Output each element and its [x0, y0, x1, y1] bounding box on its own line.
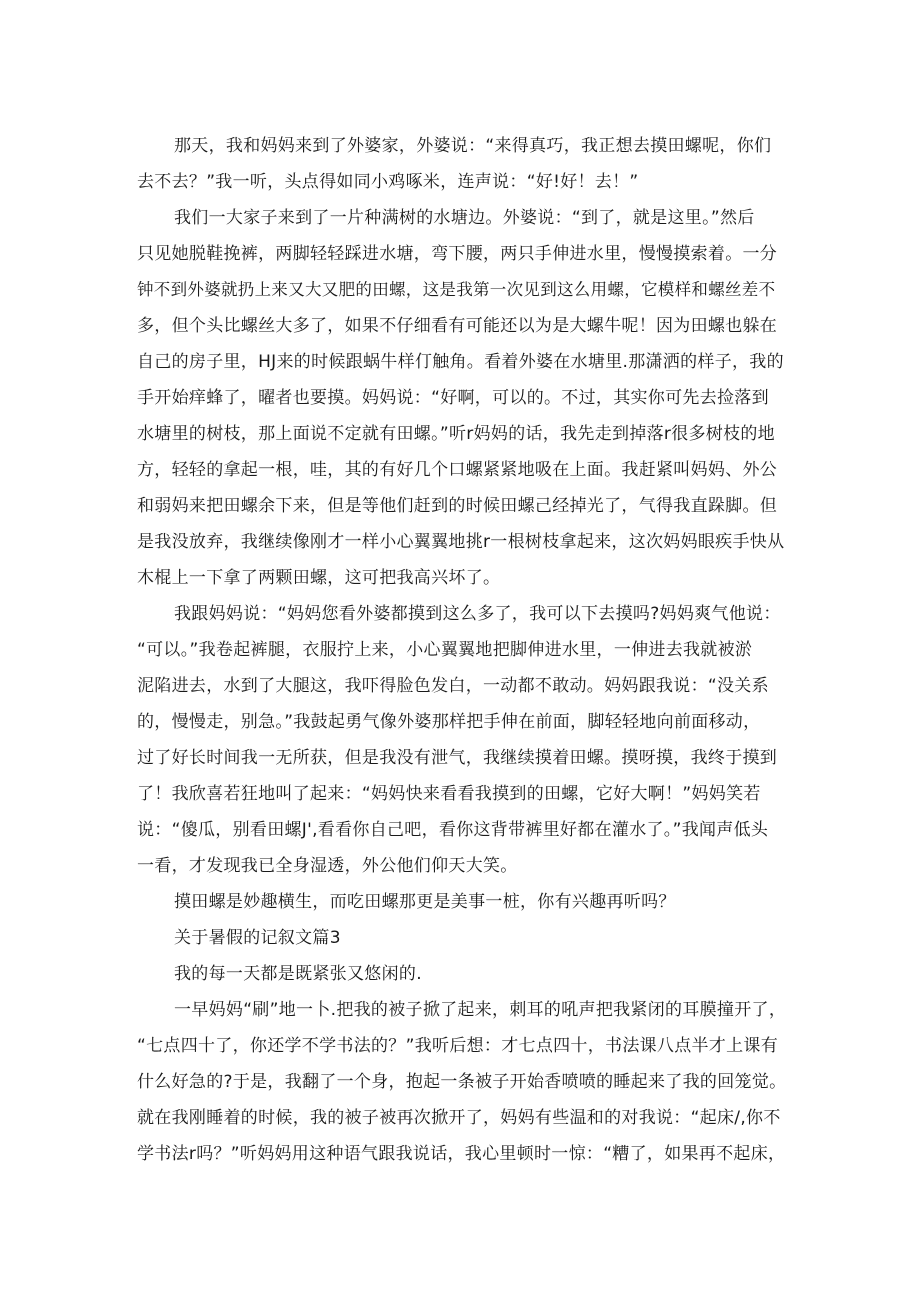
text-line: 我跟妈妈说：“妈妈您看外婆都摸到这么多了，我可以下去摸吗?妈妈爽气他说：	[174, 604, 781, 624]
text-line: “可以。”我卷起裤腿，衣服拧上来，小心翼翼地把脚伸进水里，一伸进去我就被淤	[137, 640, 753, 660]
text-line: 水塘里的树枝，那上面说不定就有田螺。”听r妈妈的话，我先走到掉落r很多树枝的地	[137, 424, 775, 444]
text-line: 和弱妈来把田螺余下来，但是等他们赶到的时候田螺己经掉光了，气得我直跺脚。但	[137, 496, 778, 516]
text-line: 多，但个头比螺丝大多了，如果不仔细看有可能还以为是大螺牛呢！因为田螺也躲在	[137, 316, 778, 336]
text-line: 的，慢慢走，别急。”我鼓起勇气像外婆那样把手伸在前面，脚轻轻地向前面移动，	[137, 712, 761, 732]
text-line: 学书法r吗？”听妈妈用这种语气跟我说话，我心里顿时一惊：“糟了，如果再不起床，	[137, 1144, 786, 1164]
text-line: 说：“傻瓜，别看田螺J',看看你自己吧，看你这背带裤里好都在灌水了。”我闻声低头	[137, 820, 769, 840]
section-heading: 关于暑假的记叙文篇3	[174, 928, 341, 948]
text-line: 什么好急的?于是，我翻了一个身，抱起一条被子开始香喷喷的睡起来了我的回笼觉。	[137, 1072, 787, 1092]
text-line: 了！我欣喜若狂地叫了起来：“妈妈快来看看我摸到的田螺，它好大啊！”妈妈笑若	[137, 784, 761, 804]
text-line: 过了好长时间我一无所获，但是我没有泄气，我继续摸着田螺。摸呀摸，我终于摸到	[137, 748, 778, 768]
text-line: 摸田螺是妙趣横生，而吃田螺那更是美事一桩，你有兴趣再听吗？	[174, 892, 676, 912]
text-line: 钟不到外婆就扔上来又大又肥的田螺，这是我第一次见到这么用螺，它模样和螺丝差不	[137, 280, 776, 299]
text-line: 一早妈妈“刷”地一卜.把我的被子掀了起来，刺耳的吼声把我紧闭的耳膜撞开了，	[174, 1000, 787, 1020]
text-line: 只见她脱鞋挽裤，两脚轻轻踩进水塘，弯下腰，两只手伸进水里，慢慢摸索着。一分	[137, 244, 778, 264]
text-line: 就在我刚睡着的时候，我的被子被再次掀开了，妈妈有些温和的对我说：“起床/,你不	[137, 1108, 781, 1128]
text-line: 我的每一天都是既紧张又悠闲的.	[174, 964, 422, 984]
text-line: 木棍上一下拿了两颗田螺，这可把我高兴坏了。	[137, 568, 501, 588]
text-line: 手开始痒蜂了，曜者也要摸。妈妈说：“好啊，可以的。不过，其实你可先去捡落到	[137, 388, 769, 408]
text-line: “七点四十了，你还学不学书法的？”我听后想：才七点四十，书法课八点半才上课有	[137, 1036, 779, 1056]
text-line: 是我没放弃，我继续像刚才一样小心翼翼地挑r一根树枝拿起来，这次妈妈眼疾手快从	[137, 532, 785, 552]
text-line: 去不去？”我一听，头点得如同小鸡啄米，连声说：“好!好！去！”	[137, 172, 639, 192]
text-line: 方，轻轻的拿起一根，哇，其的有好几个口螺紧紧地吸在上面。我赶紧叫妈妈、外公	[137, 460, 778, 480]
text-line: 那天，我和妈妈来到了外婆家，外婆说：“来得真巧，我正想去摸田螺呢，你们	[174, 136, 772, 156]
text-line: 自己的房子里，HJ来的时候跟蜗牛样仃触角。看着外婆在水塘里.那潇洒的样子，我的	[137, 352, 784, 372]
text-line: 我们一大家子来到了一片种满树的水塘边。外婆说：“到了，就是这里。”然后	[174, 208, 755, 228]
text-line: 泥陷进去，水到了大腿这，我吓得脸色发白，一动都不敢动。妈妈跟我说：“没关系	[137, 676, 769, 696]
text-line: 一看，才发现我已全身湿透，外公他们仰天大笑。	[137, 856, 518, 876]
